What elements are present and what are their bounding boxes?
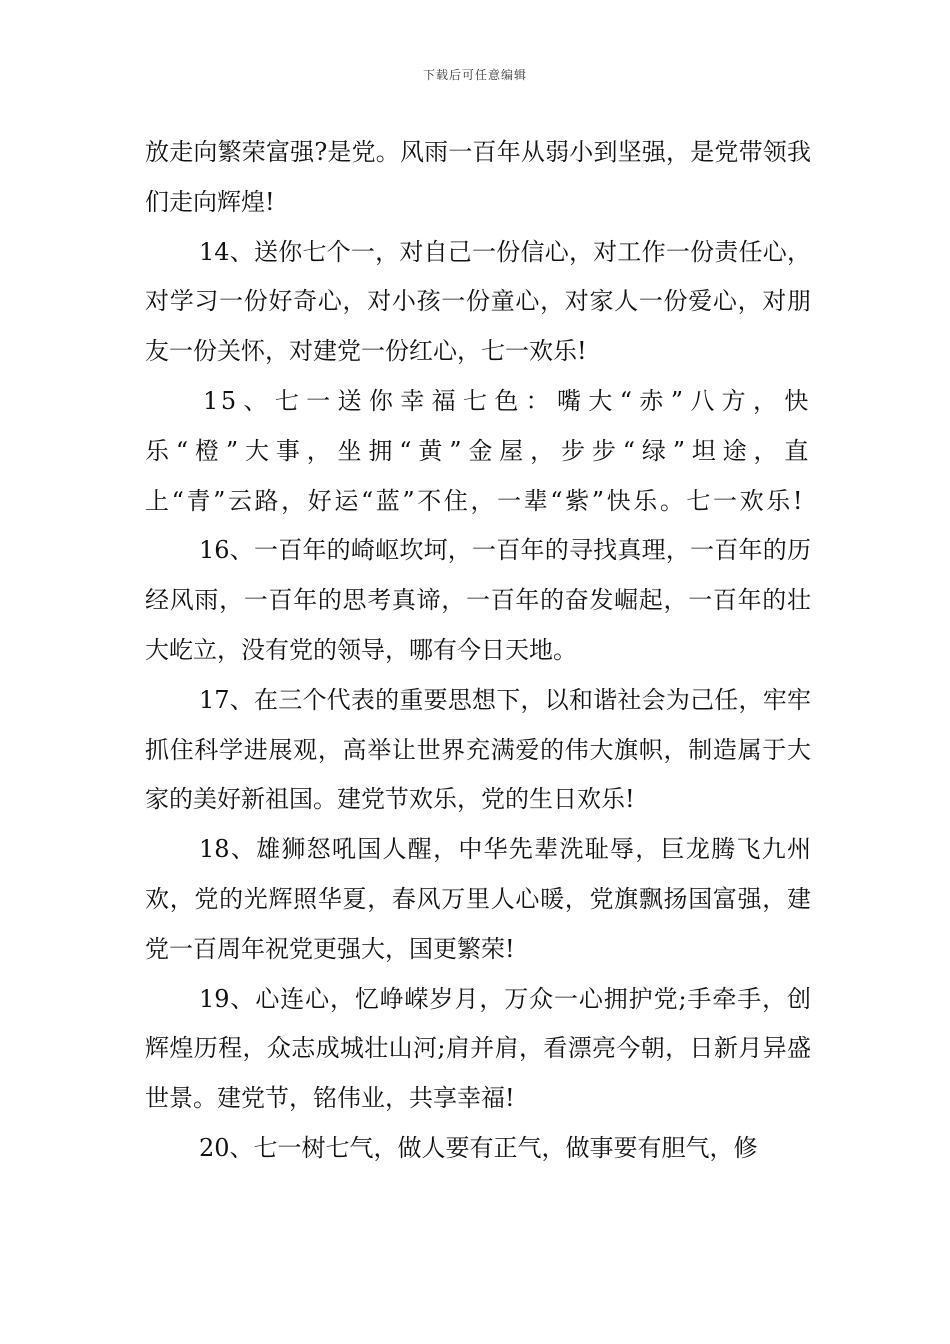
paragraph-continuation: 放走向繁荣富强?是党。风雨一百年从弱小到坚强，是党带领我们走向辉煌! [145,138,811,216]
page-header: 下载后可任意编辑 [422,68,527,82]
paragraph-18: 18、雄狮怒吼国人醒，中华先辈洗耻辱，巨龙腾飞九州欢，党的光辉照华夏，春风万里人心暖，党旗飘扬国富强，建党一百周年祝党更强大，国更繁荣! [145,835,811,963]
paragraph-17: 17、在三个代表的重要思想下，以和谐社会为己任，牢牢抓住科学进展观，高举让世界充满爱的伟大旗帜，制造属于大家的美好新祖国。建党节欢乐，党的生日欢乐! [145,685,811,814]
paragraph-19: 19、心连心，忆峥嵘岁月，万众一心拥护党;手牵手，创辉煌历程，众志成城壮山河;肩并肩，看漂亮今朝，日新月异盛世景。建党节，铭伟业，共享幸福! [145,984,811,1113]
document-body [145,128,811,1174]
paragraph-16: 16、一百年的崎岖坎坷，一百年的寻找真理，一百年的历经风雨，一百年的思考真谛，一百年的奋发崛起，一百年的壮大屹立，没有党的领导，哪有今日天地。 [145,536,811,664]
paragraph-14: 14、送你七个一，对自己一份信心，对工作一份责任心，对学习一份好奇心，对小孩一份童心，对家人一份爱心，对朋友一份关怀，对建党一份红心，七一欢乐! [145,237,811,366]
paragraph-20: 20、七一树七气，做人要有正气，做事要有胆气，修 [199,1133,758,1162]
paragraph-15: 15、七一送你幸福七色：嘴大“赤”八方，快乐“橙”大事，坐拥“黄”金屋，步步“绿”坦途，直上“青”云路，好运“蓝”不住，一辈“紫”快乐。七一欢乐! [145,386,811,515]
